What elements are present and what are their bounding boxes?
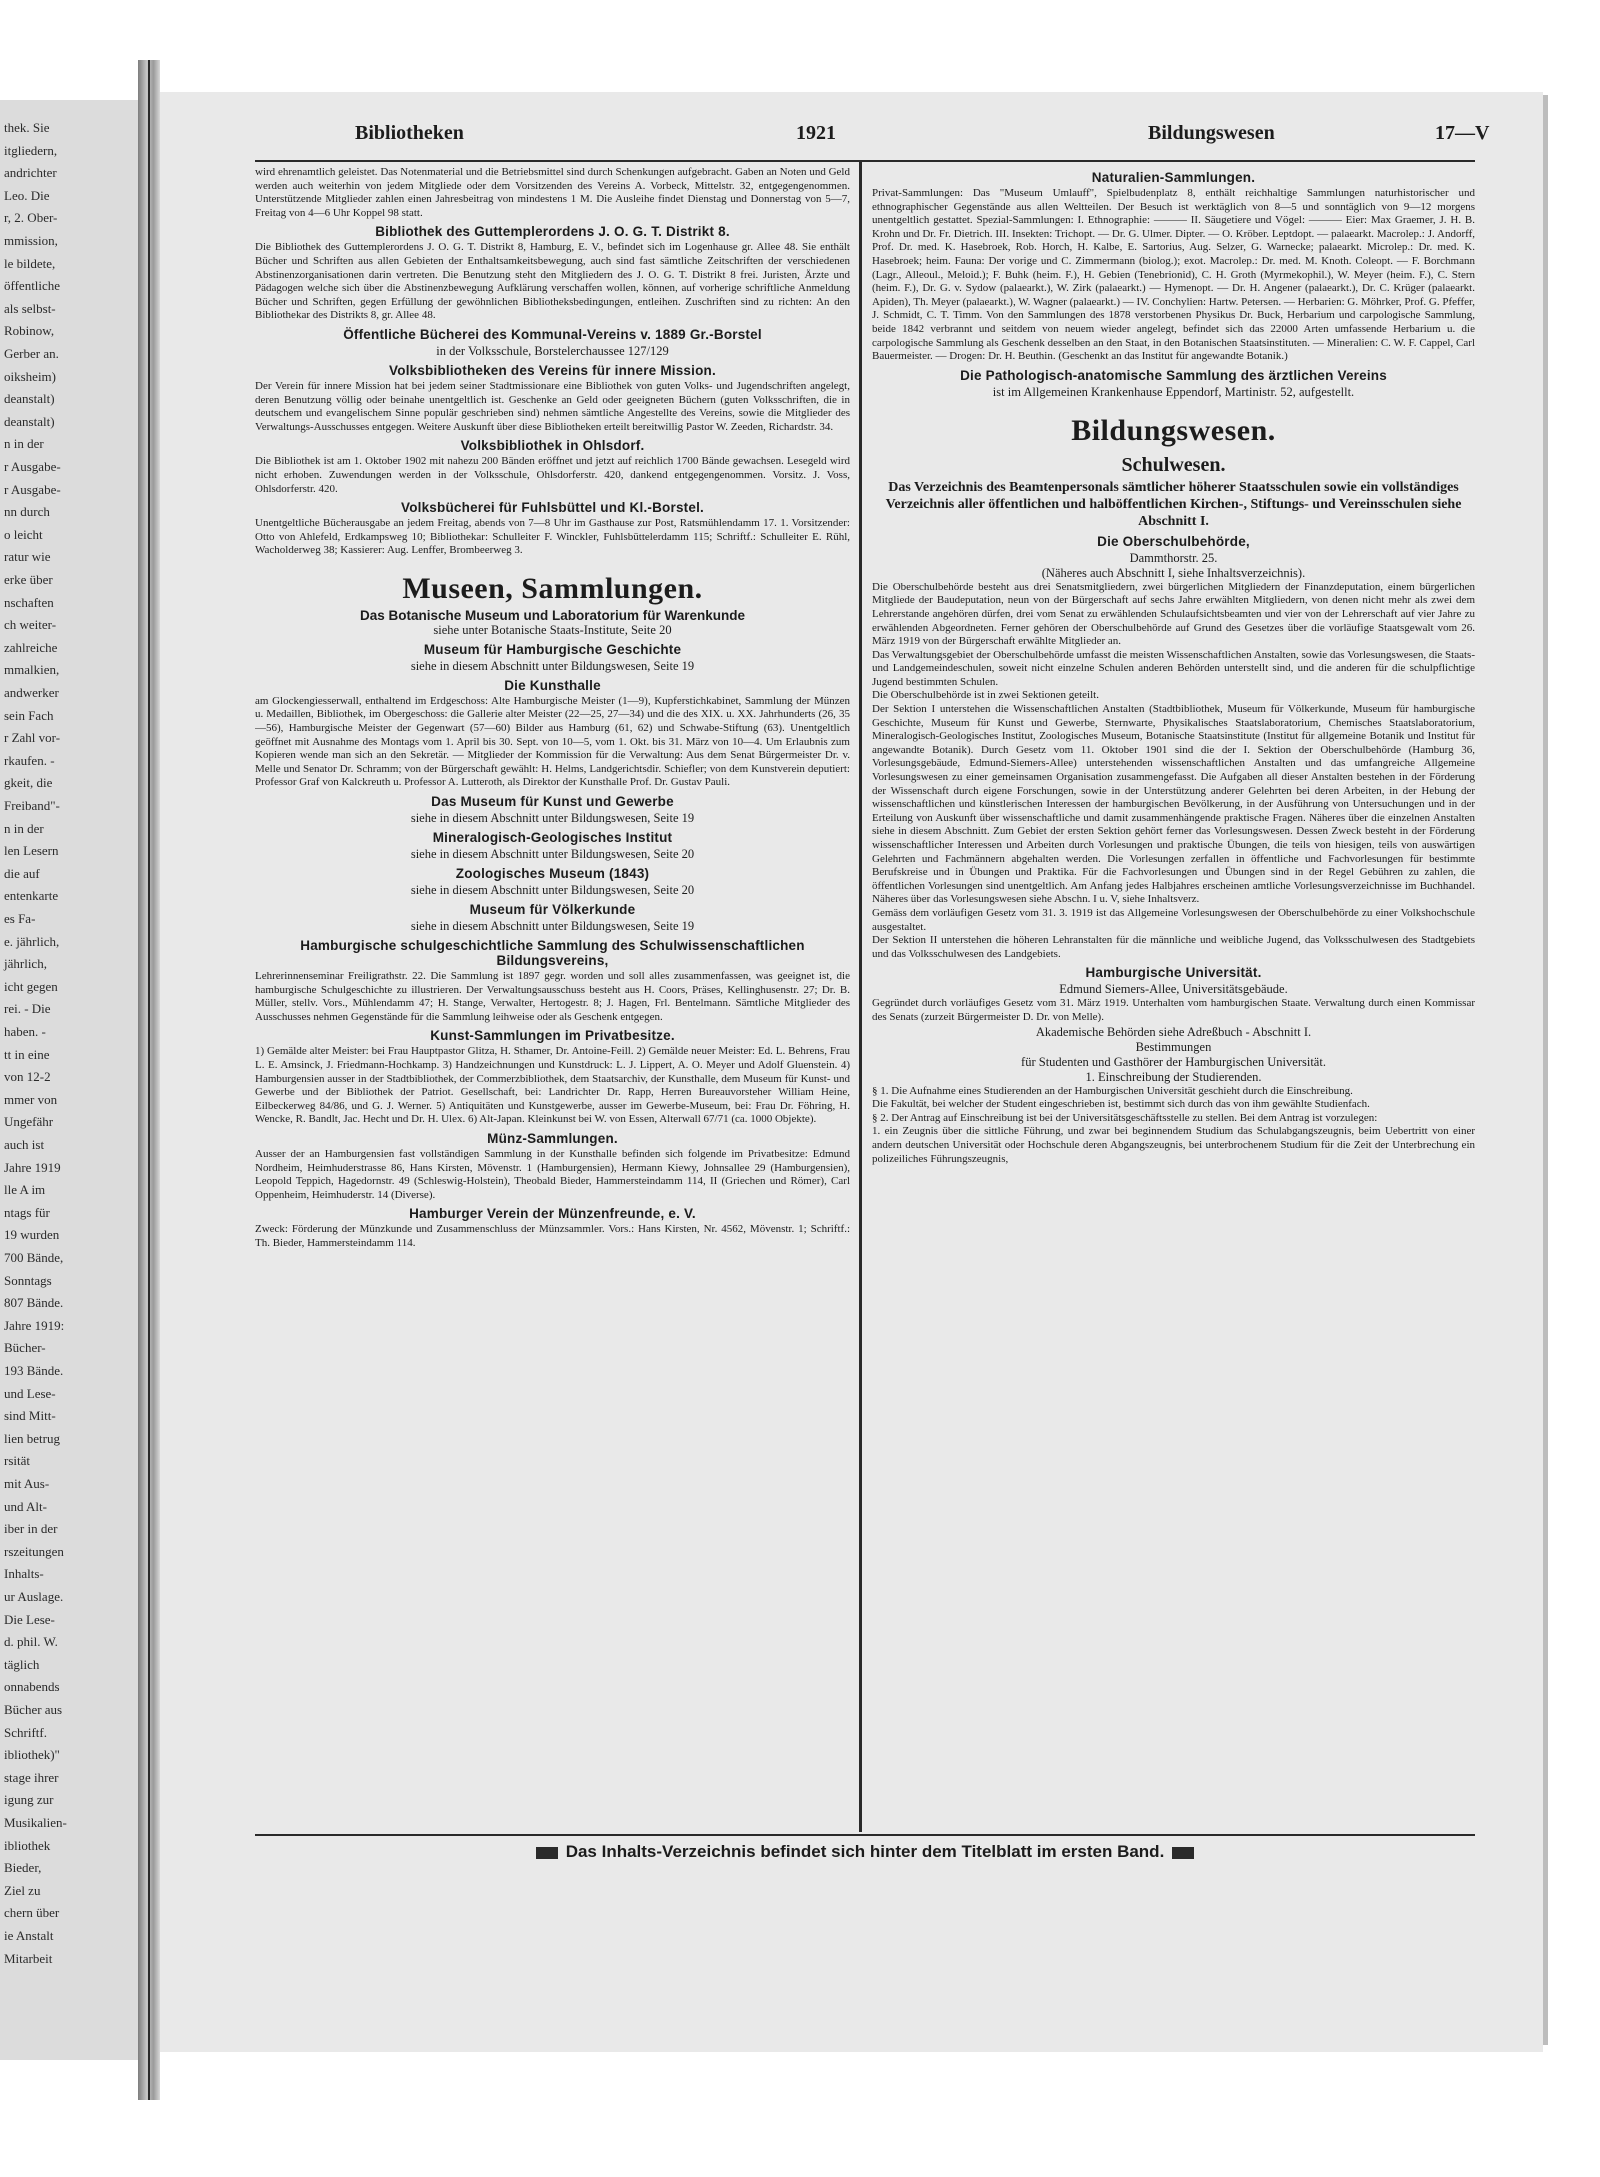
left-page-line: Musikalien-: [4, 1815, 67, 1830]
left-page-line: Leo. Die: [4, 187, 50, 203]
paragraph: 1) Gemälde alter Meister: bei Frau Hauptpastor Glitza, H. Sthamer, Dr. Antoine-Feill. 2) Gemälde neuer Meister: Ed. L. Behrens, Frau L. E. Amsinck, J. Friedmann-Hochkamp. 3) Handzeichnungen und Kunstdruck: L. J. Lippert, A. O. Meyer und Adolf Gluenstein. 4) Hamburgensien ausser in der Stadtbibliothek, der Commerzbibliothek, dem Staatsarchiv, der Kunsthalle, dem Museum für Kunst- und Gewerbe und der Bibliothek der Patriot. Gesellschaft, bei: Landrichter Dr. Rapp, Herren Bureauvorsteher William Heine, Eilbeckerweg 84/86, und G. J. Werner. 5) Antiquitäten und Kunstgewerbe, ausser im Gewerbe-Museum, bei: Frau Dr. Föhring, H. Wencke, R. Bandlt, Jac. Hecht und Dr. H. Ulex. 6) Alt-Japan. Kleinkunst bei W. von Essen, Alterwall 67/71 (ca. 1000 Objekte).: [255, 1045, 850, 1126]
left-page-line: täglich: [4, 1656, 40, 1672]
paragraph: Unentgeltliche Bücherausgabe an jedem Freitag, abends von 7—8 Uhr im Gasthause zur Post, Ratsmühlendamm 17. 1. Vorsitzender: Otto von Ahlefeld, Erdkampsweg 10; Bibliothekar: Schulleiter F. Winckler, Fuhlsbüttelerdamm 115; Schriftf.: Schulleiter E. Rühl, Wacholderweg 38; Kassierer: Aug. Lenffer, Brombeerweg 3.: [255, 517, 850, 557]
section-heading: Naturalien-Sammlungen.: [1091, 170, 1256, 185]
chapter-title: Bildungswesen.: [1071, 413, 1276, 447]
subheading-line: siehe in diesem Abschnitt unter Bildungswesen, Seite 19: [410, 811, 695, 826]
paragraph: Privat-Sammlungen: Das "Museum Umlauff", Spielbudenplatz 8, enthält reichhaltige Sammlungen naturhistorischer und ethnographischer Gegenstände aus allen Weltteilen. Der Besuch ist werktäglich von 8—5 und sonntäglich von 9—12 morgens unentgeltlich gestattet. Spezial-Sammlungen: I. Ethnographie: ——— II. Säugetiere und Vögel: ——— Eier: Max Graemer, J. H. B. Krohn und Dr. Fr. Dietrich. III. Insekten: Trichopt. — Dr. G. Ulmer. Dipter. — O. Kröber. Leptdopt. — palaearkt. Macrolep.: J. Andorff, Prof. Dr. med. K. Hasebroek, Rob. Horch, H. Kalbe, E. Sartorius, Aug. Selzer, G. Warnecke; palaearkt. Microlep.: Dr. med. K. Hasebroek; heim. Fauna: Der vorige und C. Zimmermann (biolog.); exot. Macrolep.: Dr. med. M. Knoth. Coleopt. — F. Borchmann (Lagr., Alleoul., Meloid.); F. Buhk (heim. F.), H. Gebien (Tenebrionid), C. H. Groth (Myrmekophil.), W. Meyer (heim. F.), C. Stern (heim. F.), Dr. G. v. Sydow (palaearkt.), W. Zirk (palaearkt.) — Hymenopt. — Dr. H. Angener (palaearkt.), Dr. C. Krüger (palaearkt. Apiden), Th. Meyer (palaearkt.), W. Wagner (palaearkt.) — IV. Conchylien: Hartw. Petersen. — Herbarien: G. Möhrker, Prof. G. Pfeffer, J. Schmidt, C. T. Timm. Von den Sammlungen des 1878 verstorbenen Physikus Dr. Buck, Herbarium und carpologische Sammlung, beide 1842 verbrannt und seitdem von neuem wieder angelegt, befindet sich das 22000 Arten umfassende Herbarium u. die carpologische Sammlung als Geschenk desselben an den Staat, in den Botanischen Staatsinstituten. — Mineralien: C. W. F. Cappel, Carl Bauermeister. — Drogen: Dr. H. Beuthin. (Geschenkt an das Institut für angewandte Botanik.): [872, 187, 1475, 363]
left-page-line: iber in der: [4, 1521, 58, 1537]
section-heading: Hamburgische Universität.: [1085, 965, 1262, 981]
left-page-line: ch weiter-: [4, 617, 57, 633]
left-page-line: deanstalt): [4, 413, 55, 429]
left-page-line: es Fa-: [4, 911, 36, 926]
section-heading: Zoologisches Museum (1843): [455, 866, 650, 882]
left-page-line: nschaften: [4, 594, 54, 610]
left-page-line: ibliothek: [4, 1837, 51, 1853]
left-page-line: erke über: [4, 572, 53, 587]
left-page-line: jährlich,: [4, 956, 47, 972]
left-page-line: sein Fach: [4, 707, 54, 723]
left-page-fragment: [0, 100, 138, 2060]
left-page-line: r Ausgabe-: [4, 459, 61, 474]
left-page-line: Die Lese-: [4, 1611, 55, 1627]
left-page-line: mit Aus-: [4, 1476, 50, 1491]
footer-rule: [255, 1834, 1475, 1836]
section-heading: Volksbibliotheken des Vereins für innere Mission.: [389, 362, 716, 378]
left-page-line: 193 Bände.: [4, 1363, 64, 1378]
subheading-line: Dammthorstr. 25.: [1129, 550, 1218, 565]
left-page-line: ibliothek)": [4, 1747, 60, 1763]
left-page-line: öffentliche: [4, 278, 61, 294]
subheading-line: in der Volksschule, Borstelerchaussee 127/129: [436, 343, 669, 358]
subheading-line: (Näheres auch Abschnitt I, siehe Inhaltsverzeichnis).: [1041, 565, 1306, 580]
pointing-hand-icon: [536, 1847, 558, 1859]
left-page-line: von 12-2: [4, 1069, 51, 1085]
left-page-line: stage ihrer: [4, 1769, 59, 1785]
left-page-line: Bieder,: [4, 1860, 42, 1876]
subheading-line: siehe in diesem Abschnitt unter Bildungswesen, Seite 19: [410, 658, 695, 673]
left-page-line: mmission,: [4, 233, 58, 248]
section-heading: Die Kunsthalle: [504, 677, 601, 693]
left-page-line: entenkarte: [4, 888, 59, 904]
left-page-line: haben. -: [4, 1024, 46, 1039]
left-page-line: icht gegen: [4, 978, 58, 994]
subheading-line: Edmund Siemers-Allee, Universitätsgebäude.: [1059, 982, 1288, 997]
section-heading: Hamburgische schulgeschichtliche Sammlung des Schulwissenschaftlichen Bildungsvereins,: [300, 938, 805, 969]
header-right-title: Bildungswesen: [1148, 122, 1275, 144]
footer-text: Das Inhalts-Verzeichnis befindet sich hinter dem Titelblatt im ersten Band.: [565, 1842, 1165, 1861]
left-page-line: r Ausgabe-: [4, 481, 61, 497]
left-page-line: Inhalts-: [4, 1566, 44, 1582]
section-heading: Die Oberschulbehörde,: [1097, 533, 1250, 549]
left-page-line: 700 Bände,: [4, 1250, 64, 1265]
left-page-line: auch ist: [4, 1137, 45, 1152]
left-page-line: rkaufen. -: [4, 752, 55, 768]
chapter-title: Museen, Sammlungen.: [402, 571, 703, 605]
left-page-line: die auf: [4, 865, 40, 881]
left-page-line: gkeit, die: [4, 775, 53, 791]
left-page-line: r Zahl vor-: [4, 730, 61, 746]
left-page-line: onnabends: [4, 1679, 60, 1695]
paragraph: wird ehrenamtlich geleistet. Das Notenmaterial und die Betriebsmittel sind durch Schenkungen aufgebracht. Gaben an Noten und Geld werden auch weiterhin von jedem Mitgliede oder dem Vorsitzenden des Vereins A. Vorbeck, Mittelstr. 32, entgegengenommen. Unterstützende Mitglieder zahlen einen Jahresbeitrag von mindestens 1 M. Die Ausleihe findet Dienstag und Donnerstag von 5—7, Freitag von 4—6 Uhr Koppel 98 statt.: [255, 166, 850, 219]
gutter-line: [148, 60, 150, 2100]
main-page: [160, 92, 1543, 2052]
paragraph: Ausser der an Hamburgensien fast vollständigen Sammlung in der Kunsthalle befinden sich folgende im Privatbesitze: Edmund Nordheim, Heimhuderstrasse 86, Hans Kirsten, Mövenstr. 1 (Hamburgensien), Hermann Kiewy, Johnsallee 29 (Hamburgensien), Leopold Teppich, Hagedornstr. 49 (Schleswig-Holstein), Theobald Bieder, Hammersteindamm 114, II (Griechen und Römer), Carl Oppenheim, Heimhuderstr. 14 (Diverse).: [255, 1147, 850, 1201]
paragraph: 1. ein Zeugnis über die sittliche Führung, und zwar bei beginnendem Studium das Schulabgangszeugnis, beim Uebertritt von einer andern deutschen Universität oder Hochschule deren Abgangszeugnis, bei unterbrochenem Studium für die Zeit der Unterbrechung ein polizeiliches Führungszeugnis,: [872, 1125, 1475, 1165]
left-page-line: lien betrug: [4, 1430, 60, 1446]
left-page-line: 807 Bände.: [4, 1295, 64, 1311]
left-page-line: d. phil. W.: [4, 1634, 58, 1650]
left-page-line: o leicht: [4, 526, 43, 542]
section-heading: Das Museum für Kunst und Gewerbe: [431, 794, 674, 810]
section-heading: Münz-Sammlungen.: [487, 1130, 618, 1146]
left-page-line: ratur wie: [4, 549, 51, 565]
left-page-line: zahlreiche: [4, 639, 58, 655]
left-page-line: r, 2. Ober-: [4, 210, 58, 226]
left-page-line: ur Auslage.: [4, 1589, 64, 1604]
left-page-line: als selbst-: [4, 300, 56, 316]
left-page-line: und Lese-: [4, 1385, 56, 1401]
paragraph: Der Verein für innere Mission hat bei jedem seiner Stadtmissionare eine Bibliothek von guten Volks- und Jugendschriften angelegt, deren Benutzung völlig oder beinahe unentgeltlich ist. Geschenke an Geld oder geeigneten Büchern (guten Volksschriften, die in deutschem und evangelischem Sinne populär geschrieben sind) nehmen sämtliche Angestellte des Vereins, sowie die Mitglieder des Verwaltungs-Ausschusses entgegen. Weitere Auskunft über diese Bibliotheken erteilt bereitwillig Pastor W. Zeeden, Richardstr. 34.: [255, 379, 850, 433]
paragraph: Die Bibliothek ist am 1. Oktober 1902 mit nahezu 200 Bänden eröffnet und jetzt auf reichlich 1700 Bände gewachsen. Lesegeld wird nicht erhoben. Zuwendungen werden in der Volksschule, Ohlsdorferstr. 420, dankend entgegengenommen. Vorsitz. J. Voss, Ohlsdorferstr. 420.: [255, 455, 850, 495]
subheading-line: für Studenten und Gasthörer der Hamburgischen Universität.: [1021, 1054, 1326, 1069]
paragraph: § 2. Der Antrag auf Einschreibung ist bei der Universitätsgeschäftsstelle zu stellen. Bei dem Antrag ist vorzulegen:: [872, 1111, 1378, 1124]
left-page-line: ie Anstalt: [4, 1928, 54, 1943]
subheading-line: siehe in diesem Abschnitt unter Bildungswesen, Seite 20: [410, 847, 695, 862]
footer-notice: [255, 1842, 1475, 1862]
left-page-line: Sonntags: [4, 1272, 52, 1288]
left-page-line: oiksheim): [4, 368, 56, 384]
subheading-line: Bestimmungen: [1135, 1039, 1212, 1054]
paragraph: Der Sektion I unterstehen die Wissenschaftlichen Anstalten (Stadtbibliothek, Museum für Völkerkunde, Museum für hamburgische Geschichte, Museum für Kunst und Gewerbe, Sternwarte, Physikalisches Staatslaboratorium, Chemisches Staatslaboratorium, Mineralogisch-Geologisches Institut, Zoologisches Museum, Botanische Staatsinstitute (Institut für allgemeine Botanik und Institut für angewandte Botanik). Durch Gesetz vom 11. Oktober 1901 sind die der I. Sektion der Oberschulbehörde (Hamburg 36, Vorlesungsgebäude, Edmund-Siemers-Allee) unterstehenden wissenschaftlichen Anstalten und das umfangreiche Allgemeine Vorlesungswesen zu einer gemeinsamen Organisation zusammengefasst. Die Aufgaben all dieser Anstalten bestehen in der Förderung der Wissenschaft durch eigene Forschungen, sowie in der Unterstützung anderer Gelehrten bei deren Arbeiten, in der Hebung der wissenschaftlichen und künstlerischen Interessen der hamburgischen Bevölkerung, in der Ausführung von Untersuchungen und in der Erteilung von Auskunft über wissenschaftliche und damit zusammenhängende praktische Fragen. Näheres über die einzelnen Anstalten siehe in diesem Abschnitt. Zum Gebiet der ersten Sektion gehört ferner das Vorlesungswesen. Dessen Zweck besteht in der Förderung wissenschaftlicher Interessen und Arbeiten durch Vorlesungen und praktische Übungen, die teils von hiesigen, teils von auswärtigen Gelehrten und Fachmännern abgehalten werden. Die Vorlesungen zerfallen in öffentliche und Fachvorlesungen für bestimmte Berufskreise und in Übungen und Praktika. Für die Fachvorlesungen und Übungen sind in der Regel Gebühren zu zahlen, die öffentlichen Vorlesungen sind unentgeltlich. Am Anfang jedes Halbjahres erscheinen amtliche Vorlesungsverzeichnisse im Buchhandel. Näheres über das Vorlesungswesen siehe Abschn. I u. V, siehe Inhaltsverz.: [872, 703, 1475, 906]
left-page-line: Freiband"-: [4, 798, 60, 813]
paragraph: am Glockengiesserwall, enthaltend im Erdgeschoss: Alte Hamburgische Meister (1—9), Kupferstichkabinet, Sammlung der Münzen u. Medaillen, Bibliothek, im Obergeschoss: die Gallerie alter Meister (22—25, 27—34) und die des XIX. u. XX. Jahrhunderts (26, 35—56), Hamburgische Meister der Gegenwart (57—60) Bilder aus Hamburg (61, 62) und Schwabe-Stiftung (63). Unentgeltlich geöffnet mit Ausnahme des Montags vom 1. April bis 30. Sept. von 10—5, vom 1. Okt. bis 31. März von 10—4. Um Erlaubnis zum Kopieren wende man sich an den Sekretär. — Mitglieder der Kommission für die Verwaltung: Aus dem Senat Bürgermeister Dr. v. Melle und Senator Dr. Schramm; von der Bürgerschaft gewählt: H. Helms, Landgerichtsdir. Schiefler; von dem Kunstverein deputiert: Professor Graf von Kalckreuth u. Professor A. Lutteroth, als Direktor der Kunsthalle Prof. Dr. Gustav Pauli.: [255, 694, 850, 789]
left-page-line: rszeitungen: [4, 1543, 64, 1559]
section-heading: Hamburger Verein der Münzenfreunde, e. V.: [409, 1206, 696, 1222]
subheading-line: Akademische Behörden siehe Adreßbuch - Abschnitt I.: [1035, 1024, 1312, 1039]
left-page-line: tt in eine: [4, 1046, 50, 1062]
section-heading: Museum für Hamburgische Geschichte: [423, 641, 682, 657]
left-page-line: Bücher aus: [4, 1702, 63, 1717]
page-header: [200, 122, 1520, 152]
paragraph: Gegründet durch vorläufiges Gesetz vom 31. März 1919. Unterhalten vom hamburgischen Staate. Verwaltung durch einen Kommissar des Senats (zurzeit Bürgermeister D. Dr. von Melle).: [872, 997, 1475, 1023]
paragraph: Zweck: Förderung der Münzkunde und Zusammenschluss der Münzsammler. Vors.: Hans Kirsten, Nr. 4562, Mövenstr. 1; Schriftf.: Th. Bieder, Hammersteindamm 114.: [255, 1223, 850, 1249]
paragraph: § 1. Die Aufnahme eines Studierenden an der Hamburgischen Universität geschieht durch die Einschreibung.: [872, 1084, 1353, 1097]
paragraph: Lehrerinnenseminar Freiligrathstr. 22. Die Sammlung ist 1897 gegr. worden und soll alles zusammenfassen, was geeignet ist, die hamburgische Schulgeschichte zu illustrieren. Der Verwaltungsausschuss besteht aus H. Coors, Präses, Kellinghusenstr. 27; Dr. B. Müller, stellv. Vors., Mühlendamm 47; H. Stange, Verwalter, Hertogestr. 8; J. Hagen, Frl. Bentelmann. Sämtliche Mitglieder des Ausschusses nehmen Gegenstände für die Sammlung leihweise oder als Geschenk entgegen.: [255, 970, 850, 1023]
subheading-line: siehe in diesem Abschnitt unter Bildungswesen, Seite 19: [410, 919, 695, 934]
subheading-line: siehe in diesem Abschnitt unter Bildungswesen, Seite 20: [410, 883, 695, 898]
paragraph: Das Verwaltungsgebiet der Oberschulbehörde umfasst die meisten Wissenschaftlichen Anstalten, sowie das Vorlesungswesen, die Staats- und Landgemeindeschulen, soweit nicht einzelne Schulen anderen Behörden unterstellt sind, und die anderen für die schulpflichtige Jugend bestimmten Schulen.: [872, 648, 1475, 688]
left-page-line: Robinow,: [4, 323, 55, 339]
paragraph: Die Bibliothek des Guttemplerordens J. O. G. T. Distrikt 8, Hamburg, E. V., befindet sich im Logenhause gr. Allee 48. Sie enthält Bücher und Schriften aus allen Gebieten der Enthaltsamkeitsbewegung, auch sind fast sämtliche Zeitschriften der verschiedenen Abstinenzorganisationen darin vertreten. Die Benutzung steht den Mitgliedern des J. O. G. T. Distrikt 8 frei. Juristen, Ärzte und Pädagogen welche sich über die Abstinenzbewegung Aufklärung verschaffen wollen, können, auf vorherige schriftliche Anmeldung Bücher und Schriften, gegen Erfüllung der gewöhnlichen Bibliotheksbedingungen, entleihen. Zuschriften sind zu richten: An den Bibliothekar des Distrikts 8, gr. Allee 48.: [255, 241, 850, 322]
left-page-line: rei. - Die: [4, 1001, 51, 1017]
left-page-line: itgliedern,: [4, 142, 58, 158]
right-column: [872, 166, 1475, 1826]
section-heading: Mineralogisch-Geologisches Institut: [432, 830, 673, 846]
left-page-line: chern über: [4, 1905, 60, 1921]
paragraph: Die Oberschulbehörde besteht aus drei Senatsmitgliedern, zwei bürgerlichen Mitgliedern der Finanzdeputation, einem bürgerlichen Mitgliede der Baudeputation, neun von der Bürgerschaft auf sechs Jahre erwählten Mitgliedern, von denen nicht mehr als zwei dem Lehrerstande angehören dürfen, drei vom Senat zu erwählenden Schulaufsichtsbeamten und vier von der Lehrerschaft auf vier Jahre zu erwählenden Abgeordneten. Ferner gehören der Oberschulbehörde auf Grund des Gesetzes über die vorläufige Staatsgewalt vom 26. März 1919 von der Bürgerschaft erwählte Mitglieder an.: [872, 580, 1475, 648]
section-heading: Volksbücherei für Fuhlsbüttel und Kl.-Borstel.: [401, 500, 704, 516]
left-page-line: e. jährlich,: [4, 933, 60, 949]
paragraph: Gemäss dem vorläufigen Gesetz vom 31. 3. 1919 ist das Allgemeine Vorlesungswesen der Oberschulbehörde zu einer Volkshochschule ausgestaltet.: [872, 906, 1475, 933]
section-heading: Das Botanische Museum und Laboratorium für Warenkunde: [359, 607, 746, 623]
left-page-line: Mitarbeit: [4, 1950, 53, 1966]
left-page-line: rsität: [4, 1453, 30, 1469]
left-page-line: andwerker: [4, 685, 59, 700]
left-page-line: thek. Sie: [4, 120, 50, 135]
section-heading: Volksbibliothek in Ohlsdorf.: [460, 438, 645, 454]
header-left-title: Bibliotheken: [355, 122, 464, 144]
left-page-line: lle A im: [4, 1182, 46, 1198]
section-heading: Kunst-Sammlungen im Privatbesitze.: [430, 1028, 675, 1044]
subheading-line: ist im Allgemeinen Krankenhause Eppendorf, Martinistr. 52, aufgestellt.: [992, 384, 1355, 399]
left-page-line: ntags für: [4, 1204, 50, 1220]
left-page-line: n in der: [4, 436, 44, 452]
left-page-line: 19 wurden: [4, 1227, 60, 1243]
intro-notice: Das Verzeichnis des Beamtenpersonals sämtlicher höherer Staatsschulen sowie ein vollständiges Verzeichnis aller öffentlichen und halböffentlichen Kirchen-, Stiftungs- und Vereinsschulen siehe Abschnitt I.: [885, 479, 1462, 529]
pointing-hand-icon: [1172, 1847, 1194, 1859]
section-heading: Bibliothek des Guttemplerordens J. O. G. T. Distrikt 8.: [375, 224, 730, 240]
left-page-line: n in der: [4, 820, 44, 836]
left-page-line: andrichter: [4, 165, 57, 181]
left-page-line: Jahre 1919: [4, 1159, 61, 1175]
header-year: 1921: [796, 122, 836, 144]
subheading-line: siehe unter Botanische Staats-Institute, Seite 20: [433, 622, 672, 637]
header-rule: [255, 160, 1475, 162]
left-page-line: Ungefähr: [4, 1114, 54, 1130]
paragraph: Die Fakultät, bei welcher der Student eingeschrieben ist, bestimmt sich durch das von ihm gewählte Studienfach.: [872, 1098, 1370, 1111]
column-divider: [859, 162, 862, 1832]
left-page-line: le bildete,: [4, 255, 56, 271]
left-page-line: Bücher-: [4, 1340, 46, 1356]
left-page-line: Ziel zu: [4, 1882, 41, 1898]
left-page-line: mmer von: [4, 1091, 58, 1107]
section-heading: Öffentliche Bücherei des Kommunal-Vereins v. 1889 Gr.-Borstel: [343, 326, 762, 342]
left-page-line: Jahre 1919:: [4, 1317, 65, 1333]
chapter-subtitle: Schulwesen.: [1121, 453, 1226, 476]
left-page-line: len Lesern: [4, 843, 59, 859]
left-page-line: igung zur: [4, 1792, 54, 1808]
left-page-line: nn durch: [4, 504, 50, 520]
section-heading: Die Pathologisch-anatomische Sammlung des ärztlichen Vereins: [960, 367, 1387, 383]
subheading-line: 1. Einschreibung der Studierenden.: [1085, 1069, 1262, 1084]
paragraph: Die Oberschulbehörde ist in zwei Sektionen geteilt.: [872, 689, 1099, 702]
header-page-number: 17—V: [1435, 122, 1490, 144]
left-column: [255, 166, 850, 1826]
left-page-line: Schriftf.: [4, 1724, 47, 1740]
section-heading: Museum für Völkerkunde: [469, 902, 636, 918]
left-page-line: mmalkien,: [4, 662, 60, 678]
paragraph: Der Sektion II unterstehen die höheren Lehranstalten für die männliche und weibliche Jugend, das Volksschulwesen des Stadtgebiets und das Volksschulwesen des Landgebiets.: [872, 934, 1475, 960]
left-page-line: sind Mitt-: [4, 1408, 56, 1424]
left-page-line: Gerber an.: [4, 346, 59, 361]
left-page-line: und Alt-: [4, 1498, 47, 1514]
left-page-line: deanstalt): [4, 391, 55, 407]
